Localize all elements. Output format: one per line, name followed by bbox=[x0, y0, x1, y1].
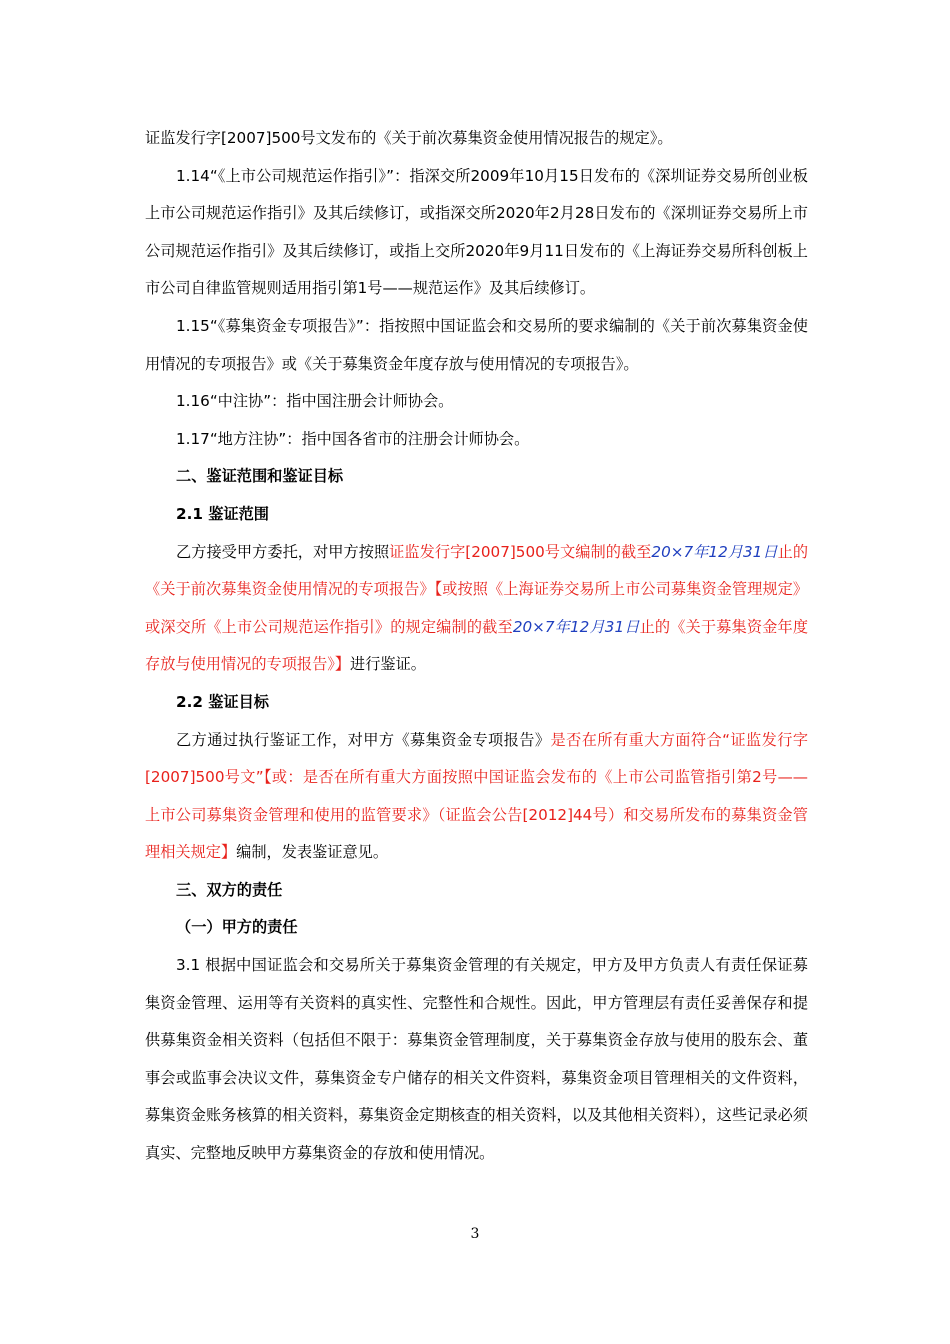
scope-paragraph bbox=[145, 534, 808, 684]
scope-text-end: 进行鉴证。 bbox=[350, 655, 426, 674]
scope-text-red-2: 止的《关于前次募集资金使用情况的专项报告》【或按照《上海证券交易所上市公司募集资金管理规定》或深交所《上市公司规范运作指引》的规定编制的截至 bbox=[145, 542, 809, 636]
scope-date-placeholder-1: 20×7年12月31日 bbox=[651, 542, 778, 561]
subsection-heading-2-2: 2.2 鉴证目标 bbox=[176, 692, 269, 711]
definition-1-14: 1.14“《上市公司规范运作指引》”：指深交所2009年10月15日发布的《深圳证券交易所创业板上市公司规范运作指引》及其后续修订，或指深交所2020年2月28日发布的《深圳证券交易所上市公司规范运作指引》及其后续修订，或指上交所2020年9月11日发布的《上海证券交易所科创板上市公司自律监管规则适用指引第1号——规范运作》及其后续修订。 bbox=[145, 166, 808, 298]
subsection-heading-3-1: （一）甲方的责任 bbox=[176, 918, 298, 937]
paragraph-continuation: 证监发行字[2007]500号文发布的《关于前次募集资金使用情况报告的规定》。 bbox=[145, 129, 673, 147]
section-heading-3: 三、双方的责任 bbox=[176, 880, 283, 899]
objective-text-a: 乙方通过执行鉴证工作，对甲方《募集资金专项报告》 bbox=[176, 730, 551, 749]
scope-text-red-1: 证监发行字[2007]500号文编制的截至 bbox=[389, 542, 652, 561]
page-body bbox=[145, 120, 808, 1173]
definition-1-16: 1.16“中注协”：指中国注册会计师协会。 bbox=[176, 392, 454, 411]
definition-1-15: 1.15“《募集资金专项报告》”：指按照中国证监会和交易所的要求编制的《关于前次募集资金使用情况的专项报告》或《关于募集资金年度存放与使用情况的专项报告》。 bbox=[145, 316, 808, 373]
responsibility-3-1: 3.1 根据中国证监会和交易所关于募集资金管理的有关规定，甲方及甲方负责人有责任保证募集资金管理、运用等有关资料的真实性、完整性和合规性。因此，甲方管理层有责任妥善保存和提供募集资金相关资料（包括但不限于：募集资金管理制度，关于募集资金存放与使用的股东会、董事会或监事会决议文件，募集资金专户储存的相关文件资料，募集资金项目管理相关的文件资料，募集资金账务核算的相关资料，募集资金定期核查的相关资料，以及其他相关资料），这些记录必须真实、完整地反映甲方募集资金的存放和使用情况。 bbox=[145, 956, 808, 1163]
scope-text-red-3: 止的《关于募集资金年度存放与使用情况的专项报告》】 bbox=[145, 617, 809, 674]
page-number: 3 bbox=[470, 1226, 480, 1242]
subsection-heading-2-1: 2.1 鉴证范围 bbox=[176, 504, 269, 523]
scope-text-a: 乙方接受甲方委托，对甲方按照 bbox=[176, 542, 390, 561]
objective-text-red: 是否在所有重大方面符合“证监发行字[2007]500号文”【或：是否在所有重大方面按照中国证监会发布的《上市公司监管指引第2号——上市公司募集资金管理和使用的监管要求》（证监会公告[2012]44号）和交易所发布的募集资金管理相关规定】 bbox=[145, 730, 809, 862]
scope-date-placeholder-2: 20×7年12月31日 bbox=[512, 617, 640, 636]
section-heading-2: 二、鉴证范围和鉴证目标 bbox=[176, 467, 344, 486]
objective-text-end: 编制，发表鉴证意见。 bbox=[236, 843, 388, 862]
definition-1-17: 1.17“地方注协”：指中国各省市的注册会计师协会。 bbox=[176, 429, 530, 448]
objective-paragraph bbox=[145, 722, 808, 872]
